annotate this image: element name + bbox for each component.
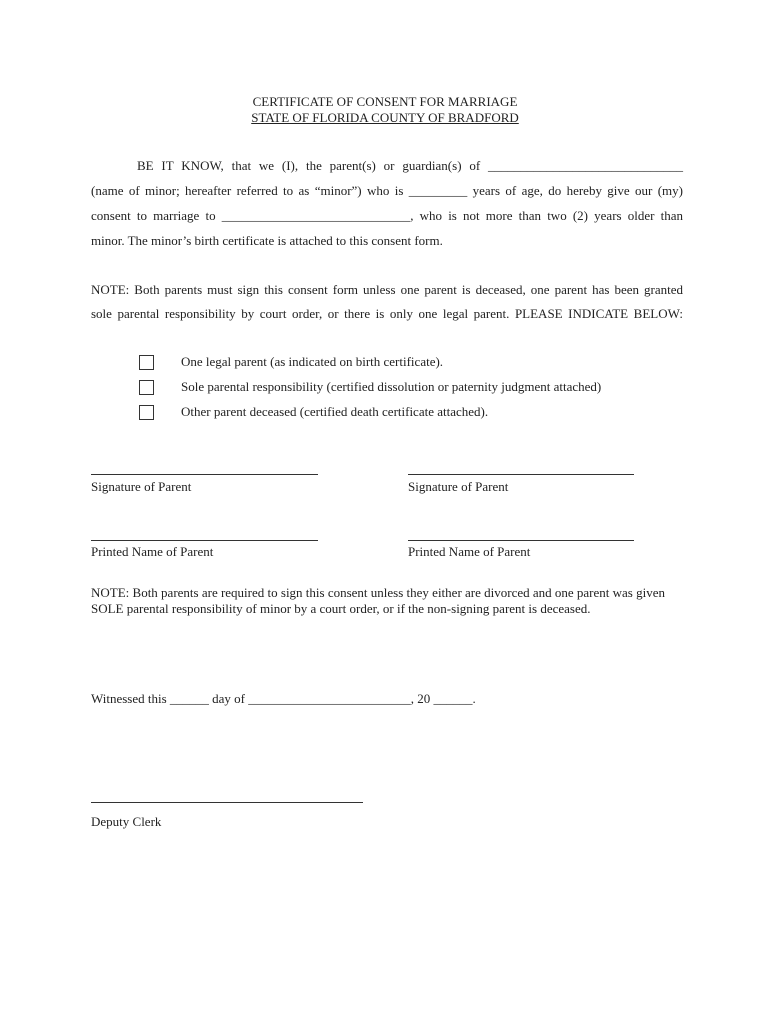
witness-line: Witnessed this ______ day of _________________________, 20 ______. bbox=[91, 691, 476, 706]
note-line-2: sole parental responsibility by court order, or there is only one legal parent. PLEASE INDICATE BELOW: bbox=[91, 306, 683, 321]
signature-label-2: Signature of Parent bbox=[408, 479, 509, 494]
option-label: Other parent deceased (certified death certificate attached). bbox=[181, 404, 489, 419]
checkbox-icon[interactable] bbox=[139, 355, 154, 370]
note-line-1: NOTE: Both parents must sign this consent form unless one parent is deceased, one parent has been granted bbox=[91, 282, 683, 297]
form-subtitle: STATE OF FLORIDA COUNTY OF BRADFORD bbox=[251, 110, 519, 125]
deputy-clerk-signature-line[interactable] bbox=[91, 802, 363, 803]
deputy-clerk-label: Deputy Clerk bbox=[91, 814, 162, 829]
printed-name-line-parent-2[interactable] bbox=[408, 540, 634, 541]
form-title: CERTIFICATE OF CONSENT FOR MARRIAGE bbox=[252, 94, 518, 109]
printed-name-label-2: Printed Name of Parent bbox=[408, 544, 531, 559]
paragraph-line-2: (name of minor; hereafter referred to as “minor”) who is _________ years of age, do hereby give our (my) bbox=[91, 183, 683, 198]
paragraph-line-1: BE IT KNOW, that we (I), the parent(s) or guardian(s) of ______________________________ bbox=[137, 158, 683, 173]
printed-name-line-parent-1[interactable] bbox=[91, 540, 318, 541]
printed-name-label-1: Printed Name of Parent bbox=[91, 544, 214, 559]
signature-line-parent-1[interactable] bbox=[91, 474, 318, 475]
option-label: Sole parental responsibility (certified dissolution or paternity judgment attached) bbox=[181, 379, 602, 394]
checkbox-icon[interactable] bbox=[139, 405, 154, 420]
paragraph-line-4: minor. The minor’s birth certificate is attached to this consent form. bbox=[91, 233, 443, 248]
signature-label-1: Signature of Parent bbox=[91, 479, 192, 494]
signature-line-parent-2[interactable] bbox=[408, 474, 634, 475]
option-label: One legal parent (as indicated on birth certificate). bbox=[181, 354, 444, 369]
paragraph-line-3: consent to marriage to _____________________________, who is not more than two (2) years older than bbox=[91, 208, 683, 223]
note-parents-required: NOTE: Both parents are required to sign this consent unless they either are divorced and one parent was given SOLE parental responsibility of minor by a court order, or if the non-signing parent is deceased. bbox=[91, 585, 665, 616]
checkbox-icon[interactable] bbox=[139, 380, 154, 395]
